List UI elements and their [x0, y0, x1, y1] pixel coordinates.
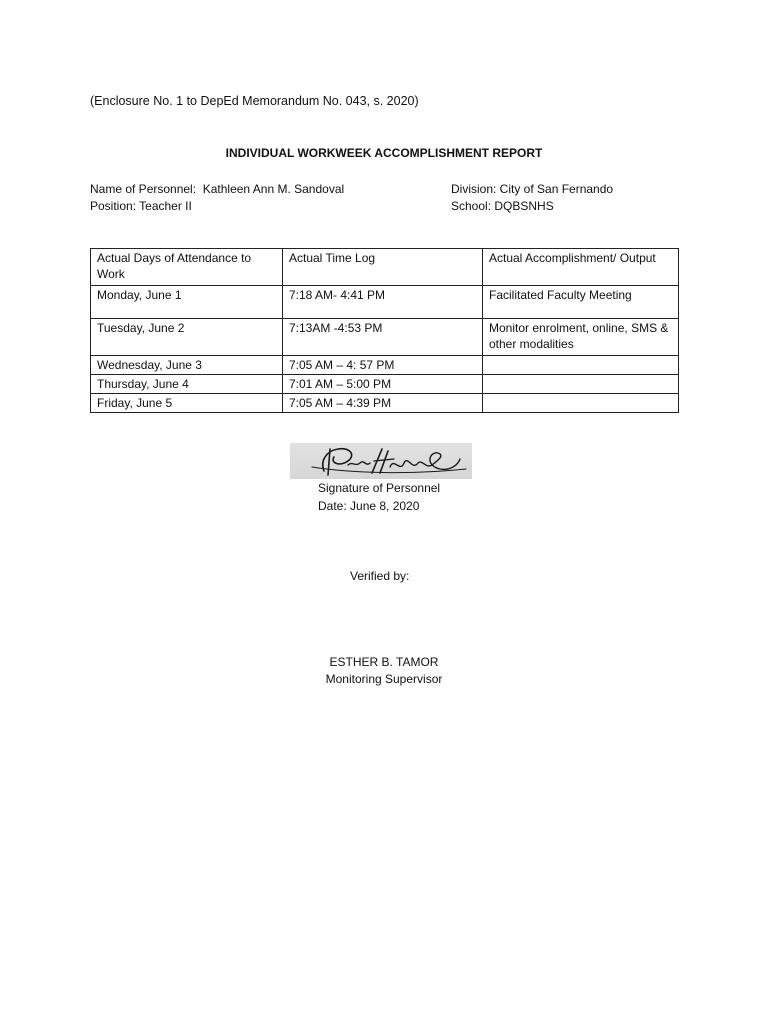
cell-accomplishment [483, 375, 679, 394]
cell-day: Thursday, June 4 [91, 375, 283, 394]
cell-day: Friday, June 5 [91, 394, 283, 413]
signature-caption: Signature of Personnel [318, 481, 441, 495]
table-row [91, 319, 679, 356]
handwritten-signature-icon [290, 443, 472, 479]
attendance-table [90, 248, 679, 413]
header-days: Actual Days of Attendance to Work [91, 249, 283, 286]
table-row [91, 286, 679, 319]
personnel-division: Division: City of San Fernando [451, 182, 614, 196]
report-title: INDIVIDUAL WORKWEEK ACCOMPLISHMENT REPORT [225, 146, 543, 160]
verifier-name: ESTHER B. TAMOR [329, 655, 439, 669]
personnel-name: Name of Personnel: Kathleen Ann M. Sandoval [90, 182, 345, 196]
cell-accomplishment: Monitor enrolment, online, SMS & other modalities [483, 319, 679, 356]
personnel-school: School: DQBSNHS [451, 199, 554, 213]
verified-by-label: Verified by: [350, 569, 410, 583]
cell-day: Tuesday, June 2 [91, 319, 283, 356]
table-header-row [91, 249, 679, 286]
header-accomplishment: Actual Accomplishment/ Output [483, 249, 679, 286]
cell-accomplishment [483, 394, 679, 413]
header-time-log: Actual Time Log [283, 249, 483, 286]
enclosure-note: (Enclosure No. 1 to DepEd Memorandum No. 043, s. 2020) [90, 94, 419, 108]
cell-time: 7:01 AM – 5:00 PM [283, 375, 483, 394]
cell-day: Monday, June 1 [91, 286, 283, 319]
cell-time: 7:05 AM – 4: 57 PM [283, 356, 483, 375]
cell-time: 7:13AM -4:53 PM [283, 319, 483, 356]
cell-time: 7:05 AM – 4:39 PM [283, 394, 483, 413]
verifier-title: Monitoring Supervisor [325, 672, 443, 686]
cell-day: Wednesday, June 3 [91, 356, 283, 375]
signature-image [290, 443, 472, 479]
table-row [91, 356, 679, 375]
table-row [91, 375, 679, 394]
cell-accomplishment [483, 356, 679, 375]
personnel-position: Position: Teacher II [90, 199, 192, 213]
table-row [91, 394, 679, 413]
signature-date: Date: June 8, 2020 [318, 499, 420, 513]
cell-accomplishment: Facilitated Faculty Meeting [483, 286, 679, 319]
cell-time: 7:18 AM- 4:41 PM [283, 286, 483, 319]
